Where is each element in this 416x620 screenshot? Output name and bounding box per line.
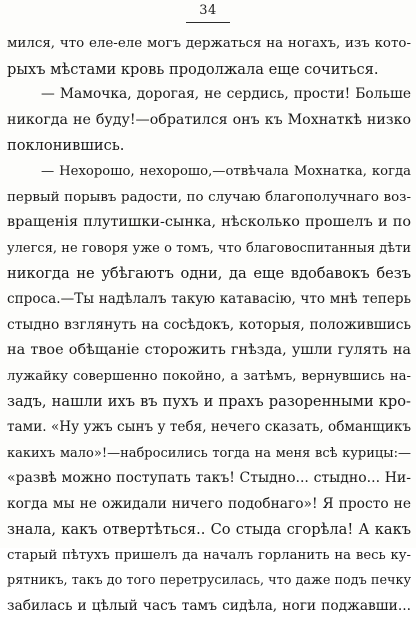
page-number: 34 <box>199 3 217 18</box>
text-line: тами. «Ну ужъ сынъ у тебя, нечего сказать, обманщикъ <box>7 418 411 435</box>
text-line: «развѣ можно поступать такъ! Стыдно... стыдно... Ни- <box>7 470 411 487</box>
text-line: поклонившись. <box>7 137 125 155</box>
text-line: спроса.—Ты надѣлалъ такую катавасію, что мнѣ теперь <box>7 290 411 307</box>
text-line: стыдно взглянуть на сосѣдокъ, которыя, положившись <box>7 316 411 333</box>
text-line: забилась и цѣлый часъ тамъ сидѣла, ноги поджавши... <box>7 598 411 615</box>
text-line: рятникъ, такъ до того перетрусилась, что даже подъ печку <box>7 573 411 589</box>
text-line: рыхъ мѣстами кровь продолжала еще сочиться. <box>7 60 379 78</box>
text-line: старый пѣтухъ пришелъ да началъ горланить на весь ку- <box>7 547 411 563</box>
text-line: когда мы не ожидали ничего подобнаго»! Я просто не <box>7 495 411 512</box>
text-line: — Нехорошо, нехорошо,—отвѣчала Мохнатка, когда <box>41 163 411 179</box>
text-line: — Мамочка, дорогая, не сердись, прости! Больше <box>41 86 411 103</box>
text-line: первый порывъ радости, по случаю благополучнаго воз- <box>7 189 411 205</box>
text-line: знала, какъ отвертѣться.. Со стыда сгорѣла! А какъ <box>7 521 411 539</box>
text-line: какихъ мало»!—набросились тогда на меня всѣ курицы:— <box>7 445 411 461</box>
text-line: на твое обѣщаніе сторожить гнѣзда, ушли гулять на <box>7 342 411 359</box>
text-line: улегся, не говоря уже о томъ, что благовоспитанныя дѣти <box>7 240 411 256</box>
text-line: мился, что еле-еле могъ держаться на ногахъ, изъ кото- <box>7 36 411 51</box>
text-line: никогда не буду!—обратился онъ къ Мохнаткѣ низко <box>7 111 411 128</box>
text-line: задъ, нашли ихъ въ пухъ и прахъ разоренными кро- <box>7 393 411 411</box>
page-number-rule <box>186 22 230 23</box>
text-line: вращенія плутишки-сынка, нѣсколько прошелъ и по <box>7 214 411 231</box>
text-line: лужайку совершенно покойно, а затѣмъ, вернувшись на- <box>7 368 411 384</box>
body-text <box>7 31 411 620</box>
text-line: никогда не убѣгаютъ одни, да еще вдобавокъ безъ <box>7 265 411 283</box>
